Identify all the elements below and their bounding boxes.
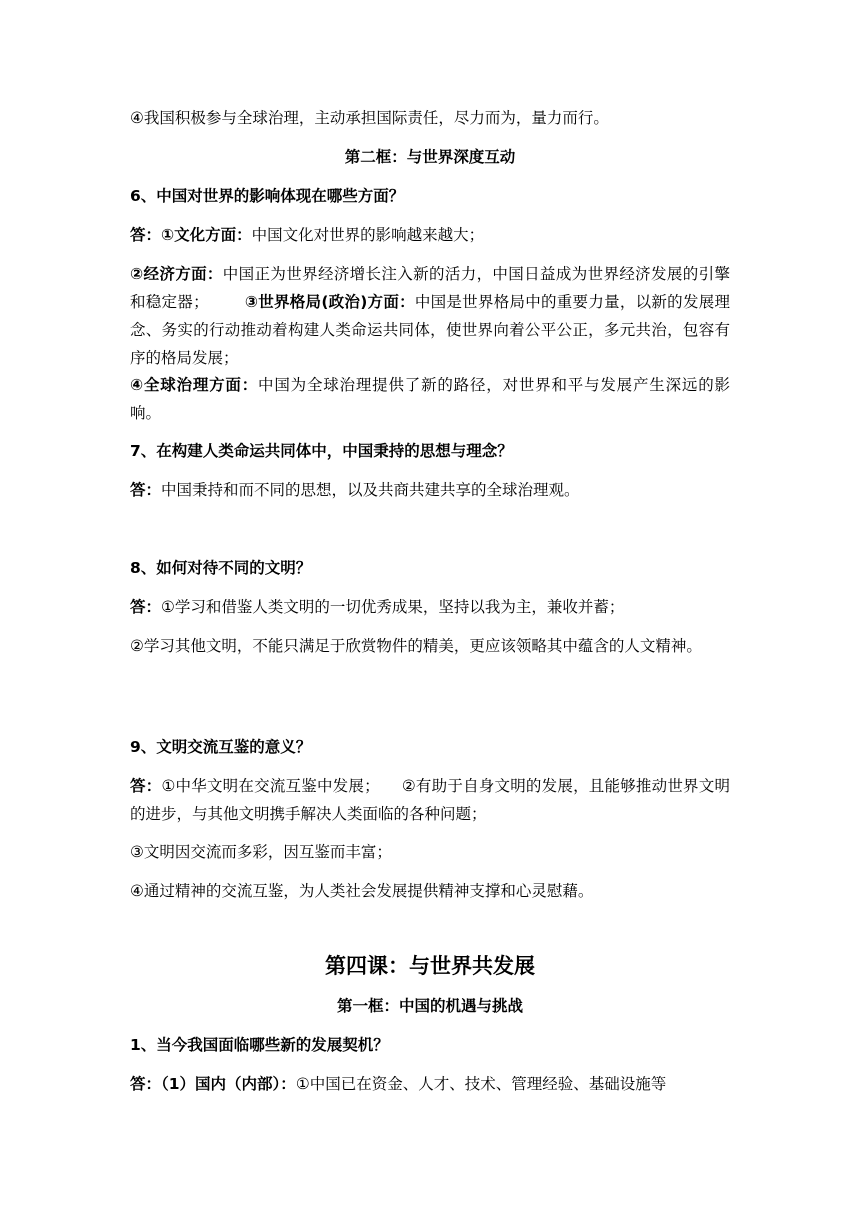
lesson-heading-4: 第四课：与世界共发展 bbox=[325, 954, 535, 978]
answer-prefix: 答： bbox=[130, 1075, 162, 1093]
question-7-text: 7、在构建人类命运共同体中，中国秉持的思想与理念？ bbox=[130, 442, 513, 460]
answer-6-item-4 bbox=[130, 371, 730, 427]
section-heading-frame-1: 第一框：中国的机遇与挑战 bbox=[336, 997, 523, 1015]
answer-9-item-1-text: ①中华文明在交流互鉴中发展； bbox=[161, 777, 380, 795]
answer-prefix: 答： bbox=[130, 777, 162, 795]
answer-1-label: （1）国内（内部）： bbox=[161, 1075, 296, 1093]
answer-6-item-2-label: ②经济方面： bbox=[130, 265, 223, 283]
answer-6-item-4-label: ④全球治理方面： bbox=[130, 376, 259, 394]
question-9-text: 9、文明交流互鉴的意义？ bbox=[130, 738, 312, 756]
answer-7-text: 中国秉持和而不同的思想，以及共商共建共享的全球治理观。 bbox=[161, 481, 580, 499]
answer-7 bbox=[130, 476, 730, 504]
answer-prefix: 答： bbox=[130, 226, 162, 244]
answer-prefix: 答： bbox=[130, 598, 162, 616]
answer-6-item-1 bbox=[130, 221, 730, 249]
question-1-text: 1、当今我国面临哪些新的发展契机？ bbox=[130, 1036, 389, 1054]
answer-6-item-1-label: ①文化方面： bbox=[161, 226, 252, 244]
answer-9-item-4: ④通过精神的交流互鉴，为人类社会发展提供精神支撑和心灵慰藉。 bbox=[130, 882, 594, 900]
answer-prefix: 答： bbox=[130, 481, 162, 499]
answer-9-item-3: ③文明因交流而多彩，因互鉴而丰富； bbox=[130, 843, 392, 861]
question-9 bbox=[130, 733, 730, 761]
paragraph-point-4: ④我国积极参与全球治理，主动承担国际责任，尽力而为，量力而行。 bbox=[130, 109, 609, 127]
answer-6-item-3-label: ③世界格局(政治)方面： bbox=[244, 293, 415, 311]
section-heading-frame-2: 第二框：与世界深度互动 bbox=[344, 148, 516, 166]
answer-6-item-2-text: 中国正为世界经济增长注入新的活力，中国日益成为世界经济发展的引擎和稳定器； bbox=[130, 265, 730, 311]
answer-6-items-2-3 bbox=[130, 260, 730, 372]
answer-6-item-4-text: 中国为全球治理提供了新的路径，对世界和平与发展产生深远的影响。 bbox=[130, 376, 730, 422]
question-1 bbox=[130, 1031, 730, 1059]
answer-8-item-1-text: ①学习和借鉴人类文明的一切优秀成果，坚持以我为主，兼收并蓄； bbox=[161, 598, 625, 616]
answer-9-item-2-text: ②有助于自身文明的发展，且能够推动世界文明的进步，与其他文明携手解决人类面临的各种问题； bbox=[130, 777, 730, 823]
answer-8-item-1 bbox=[130, 593, 730, 621]
question-8 bbox=[130, 554, 730, 582]
answer-8-item-2: ②学习其他文明，不能只满足于欣赏物件的精美，更应该领略其中蕴含的人文精神。 bbox=[130, 637, 702, 655]
question-6 bbox=[130, 182, 730, 210]
answer-9-items-1-2 bbox=[130, 772, 730, 828]
answer-1-text: ①中国已在资金、人才、技术、管理经验、基础设施等 bbox=[295, 1075, 667, 1093]
answer-6-item-3-text: 中国是世界格局中的重要力量，以新的发展理念、务实的行动推动着构建人类命运共同体，使世界向着公平公正，多元共治，包容有序的格局发展； bbox=[130, 293, 730, 367]
answer-1 bbox=[130, 1070, 730, 1098]
answer-6-item-1-text: 中国文化对世界的影响越来越大； bbox=[251, 226, 485, 244]
question-6-text: 6、中国对世界的影响体现在哪些方面？ bbox=[130, 187, 405, 205]
question-8-text: 8、如何对待不同的文明？ bbox=[130, 559, 312, 577]
question-7 bbox=[130, 437, 730, 465]
